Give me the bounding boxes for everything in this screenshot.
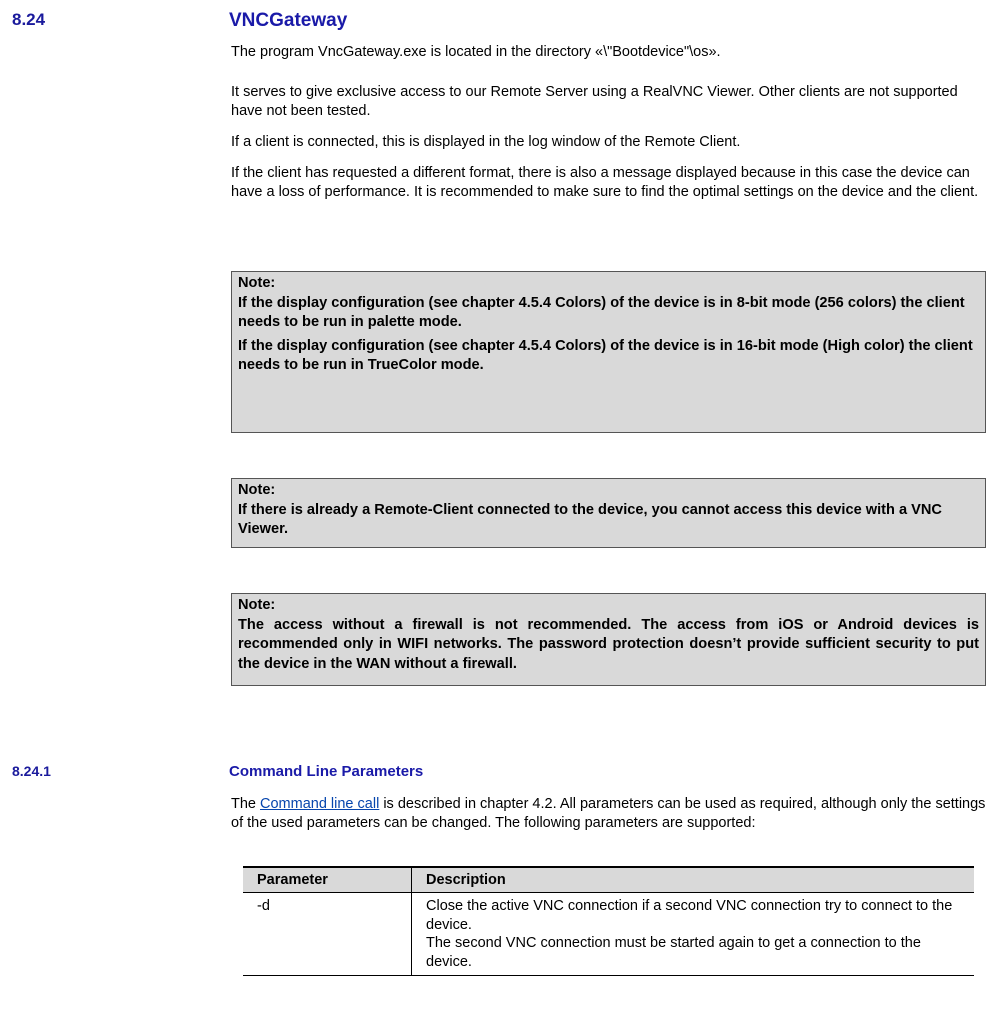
subsection-number: 8.24.1	[12, 763, 51, 779]
note-text: If there is already a Remote-Client connected to the device, you cannot access this device with a VNC Viewer.	[238, 501, 942, 537]
subsection-title: Command Line Parameters	[229, 763, 424, 780]
description-line: The second VNC connection must be started again to get a connection to the device.	[426, 935, 921, 970]
paragraph: If a client is connected, this is displayed in the log window of the Remote Client.	[231, 134, 741, 150]
paragraph: It serves to give exclusive access to our Remote Server using a RealVNC Viewer. Other clients are not supported have not been tested.	[231, 84, 958, 119]
column-header-description: Description	[412, 867, 975, 893]
note-label: Note:	[238, 275, 276, 291]
section-title: VNCGateway	[229, 10, 348, 31]
subsection-intro	[231, 795, 986, 833]
paragraph: The program VncGateway.exe is located in the directory «\"Bootdevice"\os».	[231, 44, 721, 60]
column-header-parameter: Parameter	[243, 867, 412, 893]
table-row	[243, 893, 974, 976]
note-box	[231, 271, 986, 433]
description-line: Close the active VNC connection if a second VNC connection try to connect to the device.	[426, 898, 953, 933]
note-text: The access without a firewall is not recommended. The access from iOS or Android devices is recommended only in WIFI networks. The password protection doesn’t provide sufficient security to put the device in the WAN without a firewall.	[238, 616, 979, 672]
note-label: Note:	[238, 597, 276, 613]
paragraph: If the client has requested a different format, there is also a message displayed because in this case the device can have a loss of performance. It is recommended to make sure to find the optimal settings on the device and the client.	[231, 165, 979, 200]
note-text: If the display configuration (see chapter 4.5.4 Colors) of the device is in 16-bit mode (High color) the client needs to be run in TrueColor mode.	[238, 337, 973, 373]
command-line-call-link[interactable]: Command line call	[260, 796, 380, 812]
note-box	[231, 478, 986, 548]
intro-text: is described in chapter 4.2. All parameters can be used as required, although only the settings of the used parameters can be changed. The following parameters are supported:	[231, 796, 986, 831]
note-text: If the display configuration (see chapter 4.5.4 Colors) of the device is in 8-bit mode (256 colors) the client needs to be run in palette mode.	[238, 294, 965, 330]
intro-prefix: The	[231, 796, 261, 812]
table-header-row	[243, 867, 974, 893]
note-box	[231, 593, 986, 686]
parameter-cell: -d	[243, 893, 412, 976]
parameter-table	[243, 866, 974, 976]
description-cell	[412, 893, 975, 976]
note-label: Note:	[238, 482, 276, 498]
section-number: 8.24	[12, 10, 46, 29]
